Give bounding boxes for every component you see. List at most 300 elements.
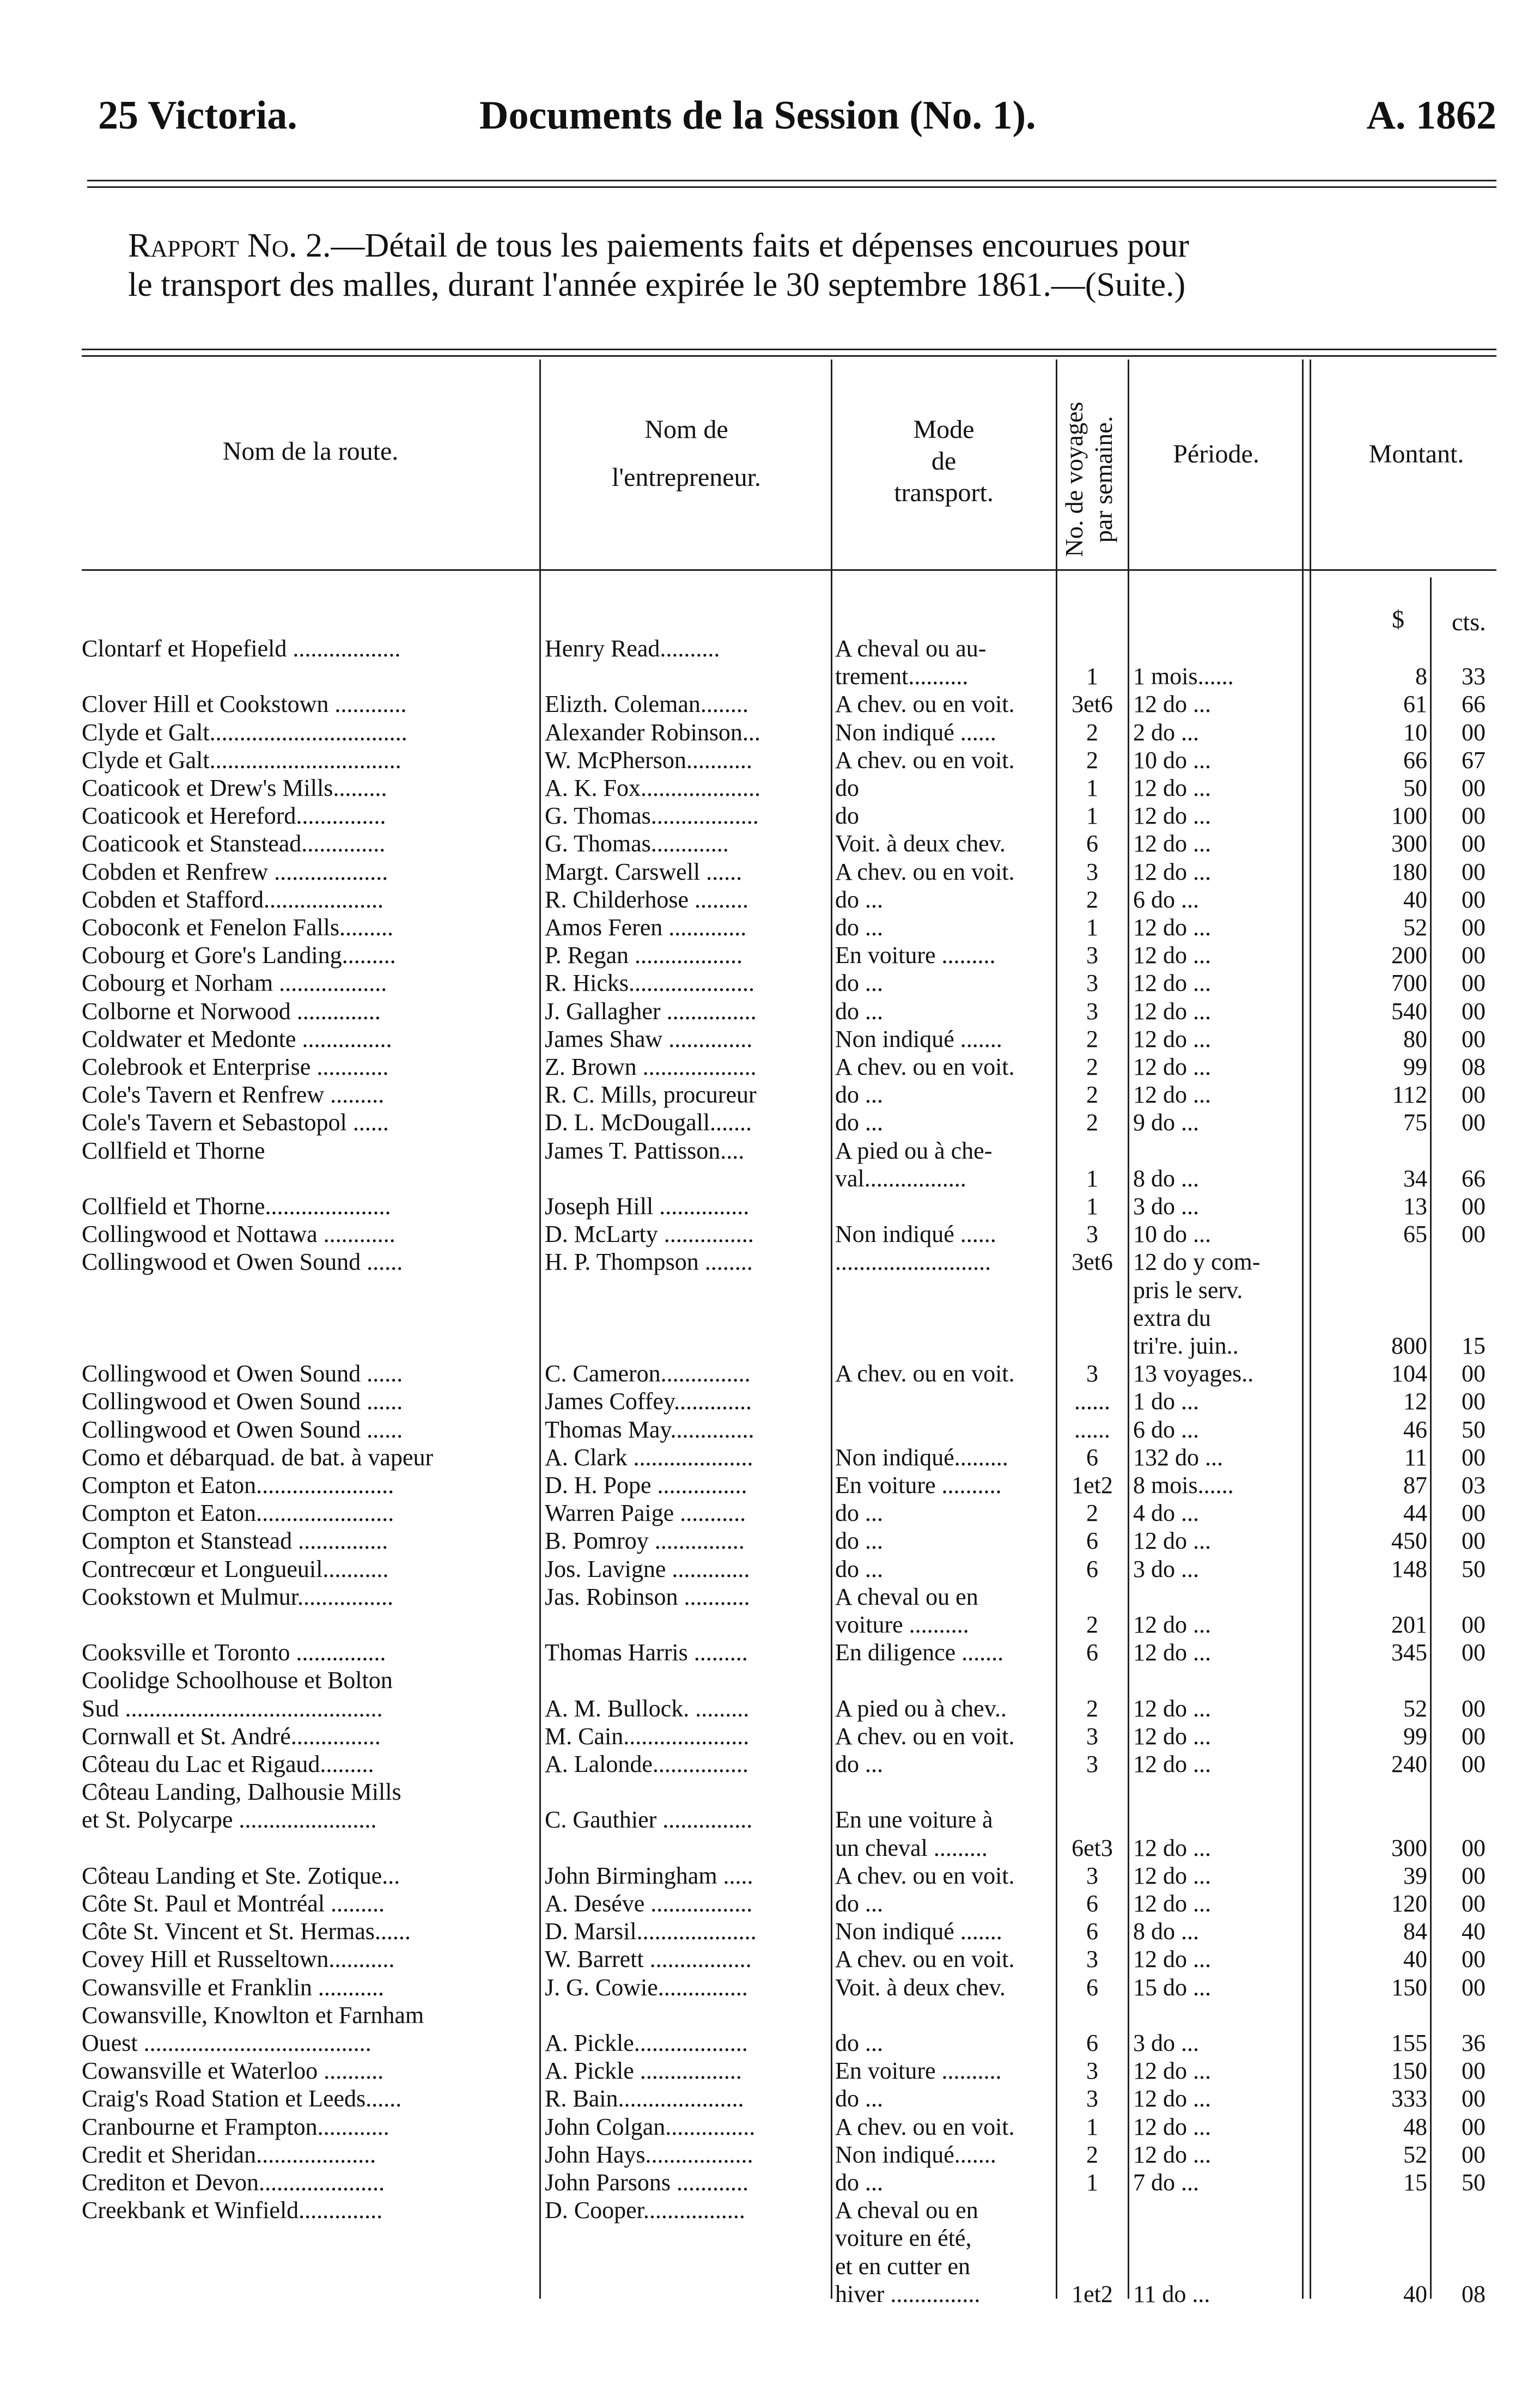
period: 12 do ... — [1133, 2113, 1211, 2140]
amount-dollars: 48 — [1403, 2113, 1427, 2140]
transport-mode: voiture .......... — [835, 1611, 969, 1638]
route-name: Cowansville, Knowlton et Farnham — [82, 2001, 424, 2029]
transport-mode: En voiture ......... — [835, 942, 996, 969]
route-name: Côte St. Vincent et St. Hermas...... — [82, 1918, 411, 1945]
route-name: Côteau Landing, Dalhousie Mills — [82, 1778, 401, 1806]
amount-cents: 00 — [1462, 1973, 1486, 2001]
table-row — [0, 1890, 1540, 1918]
transport-mode: A chev. ou en voit. — [835, 858, 1015, 885]
route-name: Cornwall et St. André............... — [82, 1722, 381, 1750]
amount-cents: 00 — [1462, 1611, 1486, 1638]
period: 7 do ... — [1133, 2169, 1199, 2196]
transport-mode: Non indiqué......... — [835, 1443, 1008, 1471]
transport-mode: do ... — [835, 1527, 883, 1555]
entrepreneur-name: Joseph Hill ............... — [545, 1193, 750, 1220]
table-row — [0, 1695, 1540, 1723]
transport-mode: A chev. ou en voit. — [835, 1360, 1015, 1387]
amount-dollars: 150 — [1391, 2057, 1427, 2085]
amount-dollars: 112 — [1392, 1081, 1427, 1108]
route-name: Compton et Eaton....................... — [82, 1472, 394, 1499]
route-name: Cranbourne et Frampton............ — [82, 2113, 389, 2140]
entrepreneur-name: Amos Feren ............. — [545, 914, 747, 941]
entrepreneur-name: Z. Brown ................... — [545, 1053, 757, 1080]
voyages-count: 3et6 — [1072, 1248, 1113, 1276]
voyages-count: 3 — [1086, 1946, 1098, 1973]
period: 12 do ... — [1133, 1751, 1211, 1777]
amount-cents: 50 — [1462, 2169, 1486, 2196]
amount-dollars: 240 — [1391, 1751, 1427, 1777]
entrepreneur-name: A. Lalonde................ — [545, 1751, 748, 1777]
periode-header: Période. — [1173, 440, 1259, 468]
amount-cents: 50 — [1462, 1416, 1486, 1443]
column-header-periode — [1130, 438, 1302, 470]
entrepreneur-name: Alexander Robinson... — [545, 718, 760, 746]
route-name: Contrecœur et Longueuil........... — [82, 1555, 389, 1582]
entrepreneur-name: Elizth. Coleman........ — [545, 691, 748, 718]
amount-cents: 00 — [1462, 1834, 1486, 1861]
period: 1 do ... — [1133, 1388, 1199, 1415]
amount-dollars: 300 — [1391, 830, 1427, 857]
mode-header-2: de — [931, 447, 957, 476]
entrepreneur-name: Jos. Lavigne ............. — [545, 1555, 750, 1582]
amount-cents: 67 — [1462, 746, 1486, 773]
voyages-count: 3 — [1086, 970, 1098, 997]
route-name: Coldwater et Medonte ............... — [82, 1025, 392, 1052]
transport-mode: do ... — [835, 2085, 883, 2112]
table-row — [0, 1025, 1540, 1053]
voyages-count: 6 — [1086, 1443, 1098, 1471]
route-name: Craig's Road Station et Leeds...... — [82, 2085, 402, 2112]
table-row — [0, 1360, 1540, 1388]
amount-cents: 00 — [1462, 1751, 1486, 1777]
period: 12 do ... — [1133, 775, 1211, 801]
table-row — [0, 997, 1540, 1026]
table-row — [0, 1192, 1540, 1221]
table-row — [0, 969, 1540, 997]
amount-cents: 00 — [1462, 1890, 1486, 1917]
amount-cents: 00 — [1462, 1527, 1486, 1555]
transport-mode: En une voiture à — [835, 1806, 993, 1834]
period: 12 do ... — [1133, 1639, 1211, 1666]
table-row — [0, 1862, 1540, 1890]
route-name: Coolidge Schoolhouse et Bolton — [82, 1667, 393, 1694]
amount-cents: 00 — [1462, 1388, 1486, 1415]
voyages-count: 6et3 — [1072, 1834, 1113, 1861]
route-name: Coaticook et Hereford............... — [82, 802, 386, 830]
table-row — [0, 1165, 1540, 1193]
entrepreneur-name: G. Thomas............. — [545, 830, 729, 857]
period: 12 do ... — [1133, 1081, 1211, 1108]
transport-mode: do ... — [835, 1555, 883, 1582]
route-name: Collingwood et Nottawa ............ — [82, 1221, 395, 1248]
route-name: Ouest ...................................... — [82, 2030, 372, 2056]
transport-mode: do — [835, 802, 859, 830]
amount-cents: 00 — [1462, 1500, 1486, 1527]
amount-cents: 00 — [1462, 2085, 1486, 2112]
period: 12 do ... — [1133, 1695, 1211, 1722]
entrepreneur-name: Thomas May.............. — [545, 1416, 754, 1443]
entrepreneur-name: D. Marsil.................... — [545, 1918, 757, 1945]
table-row — [0, 802, 1540, 830]
table-row — [0, 2057, 1540, 2085]
table-row — [0, 2085, 1540, 2113]
transport-mode: do ... — [835, 997, 883, 1025]
transport-mode: .......................... — [835, 1248, 991, 1276]
entrepreneur-name: H. P. Thompson ........ — [545, 1248, 753, 1276]
voyages-count: 1 — [1086, 2113, 1098, 2140]
route-name: Covey Hill et Russeltown........... — [82, 1946, 395, 1973]
voyages-count: 2 — [1086, 2141, 1098, 2168]
voyages-count: 1 — [1086, 914, 1098, 941]
transport-mode: A chev. ou en voit. — [835, 746, 1015, 773]
amount-dollars: 99 — [1403, 1053, 1427, 1080]
entrepreneur-name: C. Gauthier ............... — [545, 1806, 753, 1834]
amount-dollars: 200 — [1391, 942, 1427, 969]
mode-header-3: transport. — [894, 478, 994, 507]
voyages-count: 2 — [1086, 1081, 1098, 1108]
route-name: Creekbank et Winfield.............. — [82, 2197, 383, 2224]
period: 11 do ... — [1133, 2280, 1210, 2307]
amount-dollars: 540 — [1391, 997, 1427, 1025]
amount-cents: 00 — [1462, 1109, 1486, 1136]
amount-dollars: 180 — [1391, 858, 1427, 885]
route-name: Cobourg et Gore's Landing......... — [82, 942, 396, 969]
transport-mode: do ... — [835, 970, 883, 997]
amount-cents: 00 — [1462, 775, 1486, 801]
amount-dollars: 61 — [1403, 691, 1427, 718]
amount-cents: 00 — [1462, 1639, 1486, 1666]
table-row — [0, 746, 1540, 775]
period: 8 do ... — [1133, 1165, 1199, 1192]
transport-mode: do ... — [835, 1890, 883, 1917]
table-row — [0, 1750, 1540, 1778]
voyages-count: 3 — [1086, 1221, 1098, 1248]
amount-cents: 40 — [1462, 1918, 1486, 1945]
running-header — [98, 93, 1496, 136]
voyages-count: 2 — [1086, 746, 1098, 773]
amount-dollars: 52 — [1403, 1695, 1427, 1722]
voyages-count: 6 — [1086, 1639, 1098, 1666]
report-title — [128, 226, 1496, 304]
voyages-header-2: par semaine. — [1089, 416, 1117, 543]
voyages-count: 2 — [1086, 1695, 1098, 1722]
amount-cents: 03 — [1462, 1472, 1486, 1499]
voyages-count: 1et2 — [1072, 2280, 1113, 2307]
period: 12 do ... — [1133, 1053, 1211, 1080]
period: 12 do ... — [1133, 1722, 1211, 1750]
amount-dollars: 40 — [1403, 2280, 1427, 2307]
voyages-count: 2 — [1086, 886, 1098, 913]
route-name: Colebrook et Enterprise ............ — [82, 1053, 389, 1080]
route-name: Cobourg et Norham .................. — [82, 970, 387, 997]
transport-mode: trement.......... — [835, 663, 969, 690]
amount-dollars: 75 — [1403, 1109, 1427, 1136]
period: 6 do ... — [1133, 1416, 1199, 1443]
transport-mode: A chev. ou en voit. — [835, 1946, 1015, 1973]
route-name: Collingwood et Owen Sound ...... — [82, 1248, 403, 1276]
transport-mode: un cheval ......... — [835, 1834, 988, 1861]
route-name: Cobden et Stafford.................... — [82, 886, 384, 913]
amount-dollars: 700 — [1391, 970, 1427, 997]
amount-cents: 00 — [1462, 914, 1486, 941]
amount-dollars: 46 — [1403, 1416, 1427, 1443]
amount-cents: 00 — [1462, 970, 1486, 997]
column-header-voyages — [1060, 398, 1125, 561]
table-row — [0, 858, 1540, 886]
period: 12 do ... — [1133, 914, 1211, 941]
amount-cents: 00 — [1462, 1221, 1486, 1248]
entrepreneur-name: J. G. Cowie............... — [545, 1973, 748, 2001]
voyages-count: ...... — [1074, 1388, 1110, 1415]
voyages-count: 1 — [1086, 663, 1098, 690]
table-row — [0, 2141, 1540, 2169]
amount-dollars: 201 — [1391, 1611, 1427, 1638]
route-name: Compton et Eaton....................... — [82, 1500, 394, 1527]
cents-label: cts. — [1452, 608, 1486, 636]
table-row — [0, 1666, 1540, 1695]
amount-cents: 00 — [1462, 886, 1486, 913]
transport-mode: Non indiqué ...... — [835, 718, 996, 746]
route-name: Clyde et Galt................................. — [82, 718, 407, 746]
period: 12 do ... — [1133, 802, 1211, 830]
voyages-count: 1 — [1086, 775, 1098, 801]
transport-mode: Voit. à deux chev. — [835, 1973, 1006, 2001]
entrepreneur-name: M. Cain..................... — [545, 1722, 750, 1750]
route-name: Crediton et Devon..................... — [82, 2169, 385, 2196]
amount-cents: 00 — [1462, 2141, 1486, 2168]
amount-dollars: 11 — [1404, 1443, 1427, 1471]
entrepreneur-name: John Birmingham ..... — [545, 1862, 753, 1889]
voyages-count: 3 — [1086, 997, 1098, 1025]
amount-dollars: 99 — [1403, 1722, 1427, 1750]
table-row — [0, 1973, 1540, 2002]
table-row — [0, 2169, 1540, 2197]
entrepreneur-name: A. Pickle................... — [545, 2030, 748, 2056]
table-top-rule — [82, 349, 1496, 350]
voyages-count: 6 — [1086, 1527, 1098, 1555]
route-name: Cole's Tavern et Sebastopol ...... — [82, 1109, 389, 1136]
entrepreneur-name: James Shaw .............. — [545, 1025, 753, 1052]
route-name: Cole's Tavern et Renfrew ......... — [82, 1081, 385, 1108]
entrepreneur-name: W. McPherson........... — [545, 746, 752, 773]
transport-mode: do — [835, 775, 859, 801]
table-row — [0, 1220, 1540, 1248]
voyages-count: 6 — [1086, 1918, 1098, 1945]
transport-mode: voiture en été, — [835, 2225, 972, 2252]
amount-dollars: 104 — [1391, 1360, 1427, 1387]
table-row — [0, 2029, 1540, 2057]
entrepreneur-name: B. Pomroy ............... — [545, 1527, 745, 1555]
period: 12 do ... — [1133, 691, 1211, 718]
period: 3 do ... — [1133, 1193, 1199, 1220]
amount-cents: 08 — [1462, 2280, 1486, 2307]
mode-header-1: Mode — [913, 415, 975, 444]
table-row — [0, 1722, 1540, 1751]
voyages-count: 6 — [1086, 2030, 1098, 2056]
table-row — [0, 1611, 1540, 1639]
route-name: Côteau Landing et Ste. Zotique... — [82, 1862, 400, 1889]
transport-mode: A chev. ou en voit. — [835, 1053, 1015, 1080]
amount-dollars: 345 — [1391, 1639, 1427, 1666]
route-name: Clover Hill et Cookstown ............ — [82, 691, 407, 718]
amount-dollars: 65 — [1403, 1221, 1427, 1248]
transport-mode: do ... — [835, 886, 883, 913]
period: 12 do ... — [1133, 942, 1211, 969]
route-name: Compton et Stanstead ............... — [82, 1527, 388, 1555]
transport-mode: A chev. ou en voit. — [835, 1722, 1015, 1750]
period: 12 do y com- — [1133, 1248, 1261, 1276]
route-name: Cookstown et Mulmur................ — [82, 1583, 394, 1610]
entrepreneur-name: W. Barrett ................. — [545, 1946, 752, 1973]
voyages-header-1: No. de voyages — [1060, 401, 1088, 557]
voyages-count: 3 — [1086, 2085, 1098, 2112]
table-row — [0, 1806, 1540, 1834]
period: 12 do ... — [1133, 2085, 1211, 2112]
period: extra du — [1133, 1304, 1211, 1331]
transport-mode: A chev. ou en voit. — [835, 691, 1015, 718]
amount-cents: 00 — [1462, 942, 1486, 969]
route-name: Cooksville et Toronto ............... — [82, 1639, 386, 1666]
period: 6 do ... — [1133, 886, 1199, 913]
amount-cents: 00 — [1462, 1360, 1486, 1387]
amount-cents: 00 — [1462, 1862, 1486, 1889]
transport-mode: Non indiqué ...... — [835, 1221, 996, 1248]
amount-dollars: 100 — [1391, 802, 1427, 830]
period: 12 do ... — [1133, 1834, 1211, 1861]
route-name: et St. Polycarpe ....................... — [82, 1806, 377, 1834]
transport-mode: En voiture .......... — [835, 2057, 1002, 2085]
voyages-count: 6 — [1086, 1973, 1098, 2001]
entrepreneur-name: Jas. Robinson ........... — [545, 1583, 750, 1610]
route-name: Coaticook et Stanstead.............. — [82, 830, 386, 857]
table-head-rule — [82, 569, 1496, 571]
amount-dollars: 66 — [1403, 746, 1427, 773]
transport-mode: A pied ou à chev.. — [835, 1695, 1007, 1722]
route-name: Côteau du Lac et Rigaud......... — [82, 1751, 374, 1777]
entrepreneur-name: Warren Paige ........... — [545, 1500, 746, 1527]
amount-dollars: 50 — [1403, 775, 1427, 801]
table-row — [0, 1583, 1540, 1611]
amount-cents: 00 — [1462, 1695, 1486, 1722]
table-row — [0, 2280, 1540, 2308]
table-row — [0, 1778, 1540, 1806]
amount-cents: 15 — [1462, 1332, 1486, 1359]
period: pris le serv. — [1133, 1276, 1243, 1303]
header-rule-2 — [87, 186, 1496, 188]
voyages-count: 3 — [1086, 1360, 1098, 1387]
route-name: Clontarf et Hopefield .................. — [82, 635, 401, 662]
entrepreneur-name: James T. Pattisson.... — [545, 1137, 745, 1164]
voyages-count: 6 — [1086, 830, 1098, 857]
voyages-count: 3 — [1086, 942, 1098, 969]
amount-cents: 08 — [1462, 1053, 1486, 1080]
amount-cents: 00 — [1462, 1081, 1486, 1108]
voyages-count: 1 — [1086, 1193, 1098, 1220]
period: 12 do ... — [1133, 1862, 1211, 1889]
period: 12 do ... — [1133, 1527, 1211, 1555]
period: 12 do ... — [1133, 2057, 1211, 2085]
amount-dollars: 10 — [1403, 718, 1427, 746]
entrepreneur-name: D. Cooper................. — [545, 2197, 745, 2224]
route-name: Como et débarquad. de bat. à vapeur — [82, 1443, 434, 1471]
route-name: Colborne et Norwood .............. — [82, 997, 381, 1025]
transport-mode: Non indiqué ....... — [835, 1918, 1002, 1945]
table-row — [0, 1945, 1540, 1973]
period: tri're. juin.. — [1133, 1332, 1239, 1359]
amount-dollars: 80 — [1403, 1025, 1427, 1052]
voyages-count: 2 — [1086, 1500, 1098, 1527]
amount-dollars: 150 — [1391, 1973, 1427, 2001]
amount-dollars: 155 — [1391, 2030, 1427, 2056]
period: 12 do ... — [1133, 1025, 1211, 1052]
voyages-count: 2 — [1086, 1053, 1098, 1080]
transport-mode: do ... — [835, 1081, 883, 1108]
period: 12 do ... — [1133, 1611, 1211, 1638]
table-row — [0, 830, 1540, 858]
amount-dollars: 800 — [1391, 1332, 1427, 1359]
table-row — [0, 1276, 1540, 1305]
transport-mode: do ... — [835, 1500, 883, 1527]
table-row — [0, 2196, 1540, 2225]
period: 12 do ... — [1133, 997, 1211, 1025]
route-name: Collingwood et Owen Sound ...... — [82, 1416, 403, 1443]
route-name: Clyde et Galt................................ — [82, 746, 401, 773]
title-line-2: le transport des malles, durant l'année expirée le 30 septembre 1861.—(Suite.) — [128, 266, 1186, 303]
voyages-count: 6 — [1086, 1555, 1098, 1582]
entrepreneur-name: J. Gallagher ............... — [545, 997, 757, 1025]
voyages-count: 1 — [1086, 2169, 1098, 2196]
amount-dollars: 34 — [1403, 1165, 1427, 1192]
amount-dollars: 40 — [1403, 1946, 1427, 1973]
voyages-count: 6 — [1086, 1890, 1098, 1917]
column-header-mode — [833, 414, 1054, 509]
table-row — [0, 2224, 1540, 2252]
table-row — [0, 1137, 1540, 1165]
amount-cents: 33 — [1462, 663, 1486, 690]
transport-mode: A cheval ou en — [835, 1583, 978, 1610]
table-row — [0, 1917, 1540, 1946]
amount-cents: 00 — [1462, 2057, 1486, 2085]
amount-cents: 00 — [1462, 1946, 1486, 1973]
table-row — [0, 1499, 1540, 1527]
amount-dollars: 333 — [1391, 2085, 1427, 2112]
route-name: Collfield et Thorne..................... — [82, 1193, 391, 1220]
entrepreneur-name: John Colgan............... — [545, 2113, 756, 2140]
transport-mode: A cheval ou au- — [835, 635, 987, 662]
amount-dollars: 148 — [1391, 1555, 1427, 1582]
transport-mode: Non indiqué....... — [835, 2141, 996, 2168]
amount-cents: 00 — [1462, 1193, 1486, 1220]
voyages-count: 3 — [1086, 1722, 1098, 1750]
table-row — [0, 690, 1540, 718]
entrepreneur-name: Henry Read.......... — [545, 635, 720, 662]
period: 8 do ... — [1133, 1918, 1199, 1945]
entrepreneur-name: A. K. Fox.................... — [545, 775, 761, 801]
amount-dollars: 300 — [1391, 1834, 1427, 1861]
period: 12 do ... — [1133, 830, 1211, 857]
amount-cents: 66 — [1462, 691, 1486, 718]
column-header-montant — [1313, 438, 1520, 470]
amount-dollars: 120 — [1391, 1890, 1427, 1917]
period: 3 do ... — [1133, 1555, 1199, 1582]
period: 12 do ... — [1133, 858, 1211, 885]
entrepreneur-name: C. Cameron............... — [545, 1360, 751, 1387]
route-name: Coaticook et Drew's Mills......... — [82, 775, 387, 801]
table-row — [0, 1387, 1540, 1416]
transport-mode: do ... — [835, 2030, 883, 2056]
period: 12 do ... — [1133, 1946, 1211, 1973]
entrepreneur-name: A. Deséve ................. — [545, 1890, 753, 1917]
